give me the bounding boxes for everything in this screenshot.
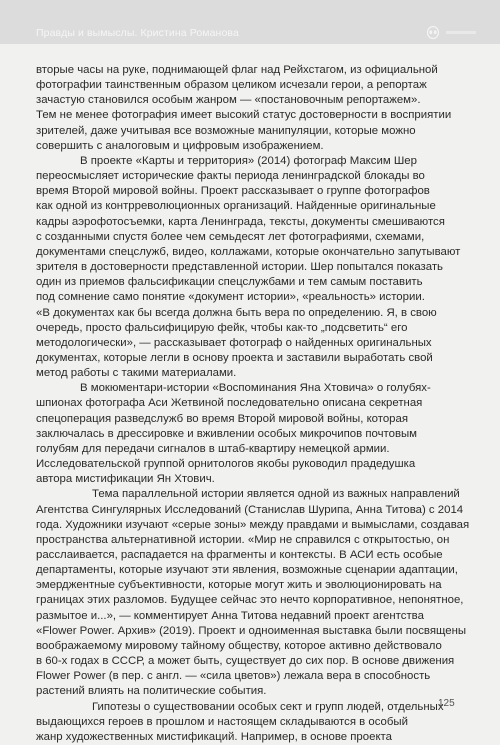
text-line: метод работы с такими материалами. [36,367,237,380]
text-line: размытое и...», — комментирует Анна Титова недавний проект агентства [36,609,424,622]
text-line: Тема параллельной истории является одной из важных направлений [92,488,460,501]
text-line: В проекте «Карты и территория» (2014) фотограф Максим Шер [80,154,417,167]
text-line: очередь, просто фальсифицирую фейк, чтобы как-то „подсветить“ его [36,321,408,334]
paragraph-5 [36,700,468,745]
text-line: фотографии таинственным образом целиком исчезали герои, а репортаж [36,79,427,92]
header-decoration [446,31,476,34]
text-line: спецоперация разведслужб во время Второй мировой войны, которая [36,412,409,425]
text-line: воображаемому мировому тайному обществу, которое активно действовало [36,639,442,652]
text-line: Тем не менее фотография имеет высокий статус достоверности в восприятии [36,109,452,122]
paragraph-2 [36,154,468,381]
text-line: зрителя в достоверности представленной истории. Шер попытался показать [36,261,443,274]
text-line: шпионах фотографа Аси Жетвиной последовательно описана секретная [36,397,423,410]
paragraph-4 [36,487,468,699]
text-line: «Flower Power. Архив» (2019). Проект и одноименная выставка были посвящены [36,624,467,637]
text-line: под сомнение само понятие «документ истории», «реальность» истории. [36,291,425,304]
paragraph-1 [36,63,468,154]
alien-head-icon [426,26,440,40]
text-line: кадры аэрофотосъемки, карта Ленинграда, тексты, документы смешиваются [36,215,445,228]
text-line: жанр художественных мистификаций. Например, в основе проекта [36,730,392,743]
text-line: Агентства Сингулярных Исследований (Станислав Шурипа, Анна Титова) с 2014 [36,503,464,516]
text-line: зачастую становился особым жанром — «постановочным репортажем». [36,94,421,107]
running-header [0,0,500,44]
text-line: пространства альтернативной истории. «Мир не справился с открытостью, он [36,533,450,546]
text-line: как одной из контрреволюционных организаций. Найденные оригинальные [36,200,436,213]
text-line: переосмысляет исторические факты периода ленинградской блокады во [36,170,425,183]
article-body [36,63,468,745]
paragraph-3 [36,381,468,487]
text-line: расслаивается, распадается на фрагменты и контексты. В АСИ есть особые [36,549,443,561]
text-line: Исследовательской группой орнитологов якобы руководил прадедушка [36,458,416,471]
text-line: В мокюментари-истории «Воспоминания Яна Хтовича» о голубях- [80,382,431,395]
text-line: голубям для передачи сигналов в штаб-квартиру немецкой армии. [36,442,390,455]
text-line: выдающихся героев в прошлом и настоящем складываются в особый [36,715,408,728]
text-line: «В документах как бы всегда должна быть вера по определению. Я, в свою [36,306,437,319]
text-line: совершить с аналоговым и цифровым изображением. [36,139,324,152]
text-line: границах этих разломов. Будущее сейчас это нечто корпоративное, непонятное, [36,594,464,607]
text-line: вторые часы на руке, поднимающей флаг над Рейхстагом, из официальной [36,64,438,76]
text-line: время Второй мировой войны. Проект рассказывает о группе фотографов [36,185,430,198]
running-title: Правды и вымыслы. Кристина Романова [36,27,239,39]
text-line: автора мистификации Ян Хтович. [36,473,215,486]
text-line: года. Художники изучают «серые зоны» между правдами и вымыслами, создавая [36,518,470,531]
text-line: Гипотезы о существовании особых сект и групп людей, отдельных [92,700,444,713]
text-line: один из приемов фальсификации спецслужбами и тем самым поставить [36,276,423,289]
text-line: эмерджентные субъективности, которые могут жить и эволюционировать на [36,579,442,592]
text-line: методологически», — рассказывает фотограф о найденных оригинальных [36,336,432,349]
page-number: 125 [438,698,455,709]
text-line: зрителей, даже учитывая все возможные манипуляции, которые можно [36,124,416,137]
text-line: с созданными спустя более чем семьдесят лет фотографиями, схемами, [36,230,425,243]
text-line: департаменты, которые изучают эти явления, возможные сценарии адаптации, [36,564,458,577]
text-line: документами спецслужб, видео, коллажами, которые окончательно запутывают [36,245,461,258]
text-line: Flower Power (в пер. с англ. — «сила цветов») лежала вера в способность [36,670,431,683]
text-line: в 60-х годах в СССР, а может быть, существует до сих пор. В основе движения [36,655,455,668]
text-line: документах, которые легли в основу проекта и заставили выработать свой [36,351,433,364]
text-line: растений влиять на политические события. [36,685,267,698]
text-line: заключалась в дрессировке и вживлении особых микрочипов почтовым [36,427,418,440]
